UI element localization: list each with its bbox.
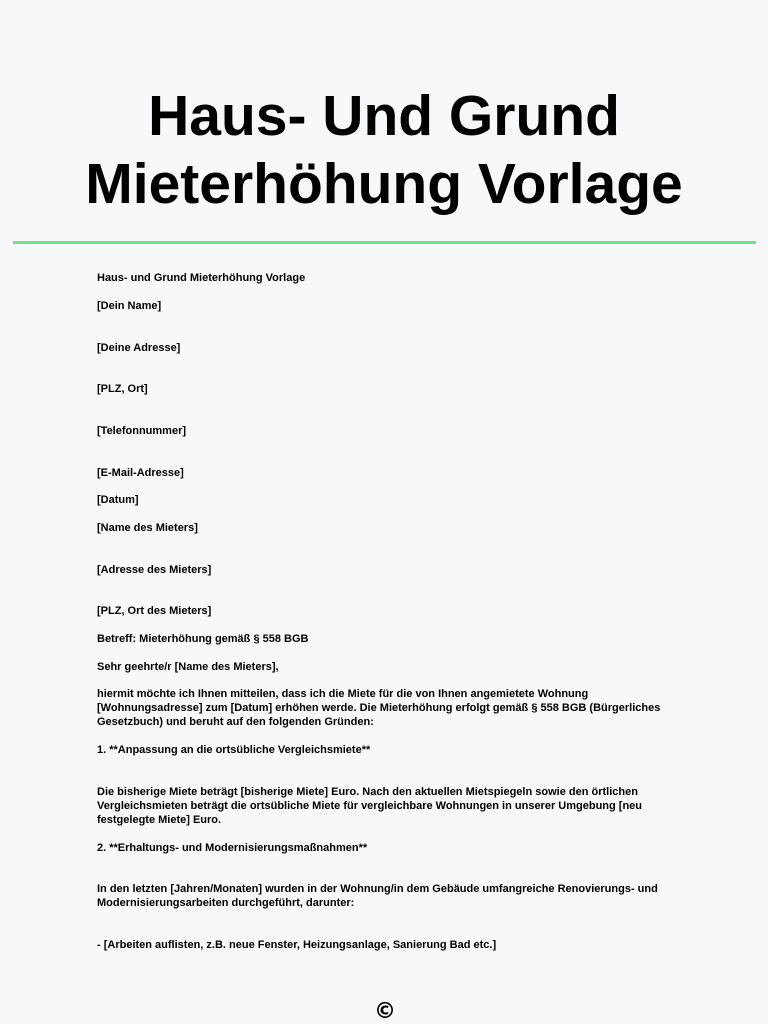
letter-salutation: Sehr geehrte/r [Name des Mieters], [97,661,279,673]
tenant-address: [Adresse des Mieters] [97,564,212,576]
reason-2-heading: 2. **Erhaltungs- und Modernisierungsmaßnahmen** [97,842,368,854]
sender-email: [E-Mail-Adresse] [97,467,184,479]
reason-1-text: Die bisherige Miete beträgt [bisherige Miete] Euro. Nach den aktuellen Mietspiegeln sowie den örtlichen Vergleichsmieten beträgt die ortsübliche Miete für vergleichbare Wohnungen in unserer Umgebung [neu festgelegte Miete] Euro. [97,786,643,826]
title-divider [13,241,756,244]
sender-phone: [Telefonnummer] [97,425,187,437]
tenant-city: [PLZ, Ort des Mieters] [97,605,212,617]
page-title-line-2: Mieterhöhung Vorlage [85,152,683,216]
reason-2-text: In den letzten [Jahren/Monaten] wurden in der Wohnung/in dem Gebäude umfangreiche Renovierungs- und Modernisierungsarbeiten durchgeführt, darunter: [97,883,658,909]
reason-2-list-item: - [Arbeiten auflisten, z.B. neue Fenster, Heizungsanlage, Sanierung Bad etc.] [97,939,497,951]
page-title-line-1: Haus- Und Grund [148,84,620,148]
reason-1-heading: 1. **Anpassung an die ortsübliche Vergleichsmiete** [97,744,371,756]
sender-city: [PLZ, Ort] [97,383,148,395]
tenant-name: [Name des Mieters] [97,522,198,534]
sender-address: [Deine Adresse] [97,342,181,354]
sender-name: [Dein Name] [97,300,162,312]
letter-subject: Betreff: Mieterhöhung gemäß § 558 BGB [97,633,309,645]
copyright-icon: © [374,999,396,1024]
letter-heading: Haus- und Grund Mieterhöhung Vorlage [97,272,306,284]
letter-date: [Datum] [97,494,139,506]
letter-intro: hiermit möchte ich Ihnen mitteilen, dass ich die Miete für die von Ihnen angemietete Wohnung [Wohnungsadresse] zum [Datum] erhöhen werde. Die Mieterhöhung erfolgt gemäß § 558 BGB (Bürgerliches Gesetzbuch) und beruht auf den folgenden Gründen: [97,688,661,728]
page-title [0,82,768,218]
